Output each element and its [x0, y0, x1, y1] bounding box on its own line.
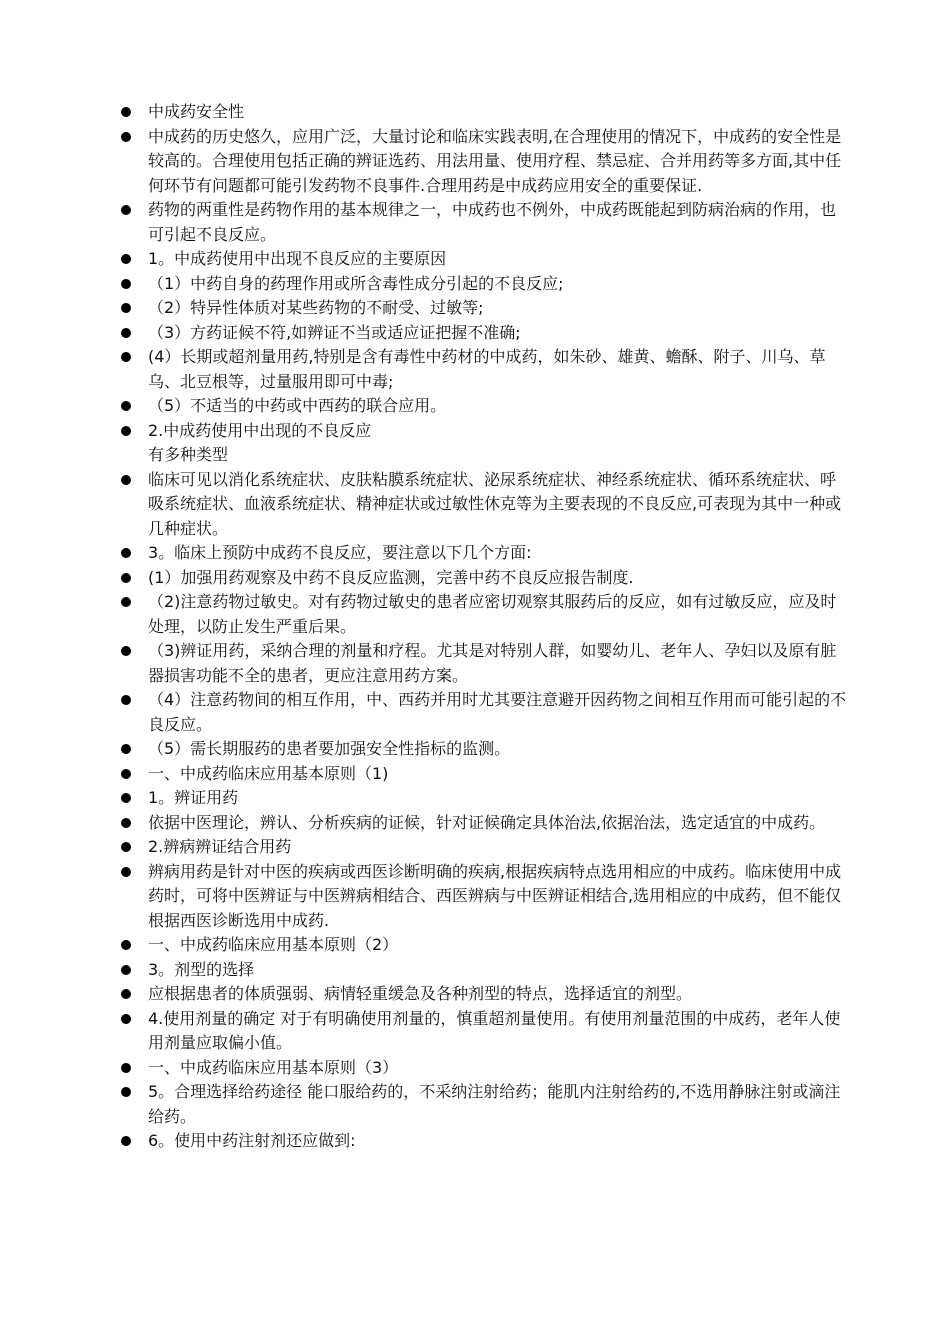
list-item — [118, 786, 848, 811]
list-item-text: （3)辨证用药，采纳合理的剂量和疗程。尤其是对特别人群，如婴幼儿、老年人、孕妇以及原有脏器损害功能不全的患者，更应注意用药方案。 — [148, 641, 837, 685]
list-item — [118, 321, 848, 346]
bullet-icon — [121, 205, 131, 215]
bullet-icon — [121, 842, 131, 852]
list-item-text: 一、中成药临床应用基本原则（2） — [148, 935, 399, 954]
list-item-text: 应根据患者的体质强弱、病情轻重缓急及各种剂型的特点，选择适宜的剂型。 — [148, 984, 693, 1003]
list-item — [118, 737, 848, 762]
bullet-icon — [121, 940, 131, 950]
bullet-icon — [121, 426, 131, 436]
list-item — [118, 811, 848, 836]
list-item — [118, 468, 848, 542]
list-item-text: 1。中成药使用中出现不良反应的主要原因 — [148, 249, 447, 268]
list-item — [118, 100, 848, 125]
list-item-text: 3。临床上预防中成药不良反应，要注意以下几个方面: — [148, 543, 532, 562]
bullet-icon — [121, 1087, 131, 1097]
list-item — [118, 1080, 848, 1129]
bullet-icon — [121, 965, 131, 975]
list-item-text: 4.使用剂量的确定 对于有明确使用剂量的，慎重超剂量使用。有使用剂量范围的中成药，老年人使用剂量应取偏小值。 — [148, 1008, 841, 1052]
list-item-continuation — [118, 443, 848, 468]
list-item-text: （1）中药自身的药理作用或所含毒性成分引起的不良反应; — [148, 273, 564, 293]
list-item-text: 6。使用中药注射剂还应做到: — [148, 1131, 356, 1150]
bullet-icon — [121, 818, 131, 828]
list-item — [118, 688, 848, 737]
list-item — [118, 982, 848, 1007]
bullet-icon — [121, 328, 131, 338]
list-item-text: 5。合理选择给药途径 能口服给药的，不采纳注射给药；能肌内注射给药的,不选用静脉注射或滴注给药。 — [148, 1082, 841, 1126]
list-item-text: 2.中成药使用中出现的不良反应 — [148, 420, 372, 440]
list-item — [118, 958, 848, 983]
list-item — [118, 933, 848, 958]
list-item — [118, 1007, 848, 1056]
list-item — [118, 541, 848, 566]
list-item — [118, 835, 848, 860]
bullet-icon — [121, 1136, 131, 1146]
list-item — [118, 345, 848, 394]
list-item-text: （5）需长期服药的患者要加强安全性指标的监测。 — [148, 739, 511, 758]
document-body — [118, 100, 848, 1154]
list-item — [118, 860, 848, 934]
bullet-icon — [121, 769, 131, 779]
bullet-icon — [121, 695, 131, 705]
list-item — [118, 296, 848, 321]
bullet-icon — [121, 352, 131, 362]
list-item — [118, 1129, 848, 1154]
list-item — [118, 566, 848, 591]
list-item-text: （2)注意药物过敏史。对有药物过敏史的患者应密切观察其服药后的反应，如有过敏反应，应及时处理，以防止发生严重后果。 — [148, 592, 837, 636]
bullet-icon — [121, 254, 131, 264]
bullet-icon — [121, 744, 131, 754]
list-item-text: 依据中医理论，辨认、分析疾病的证候，针对证候确定具体治法,依据治法，选定适宜的中成药。 — [148, 812, 826, 832]
list-item-text: 3。剂型的选择 — [148, 959, 255, 979]
bullet-icon — [121, 793, 131, 803]
bullet-icon — [121, 867, 131, 877]
list-item — [118, 590, 848, 639]
list-item — [118, 247, 848, 272]
list-item-text: （2）特异性体质对某些药物的不耐受、过敏等; — [148, 298, 484, 317]
list-item-text: （3）方药证候不符,如辨证不当或适应证把握不准确; — [148, 322, 521, 342]
list-item-text: （5）不适当的中药或中西药的联合应用。 — [148, 396, 447, 415]
bullet-icon — [121, 597, 131, 607]
list-item-text: 辨病用药是针对中医的疾病或西医诊断明确的疾病,根据疾病特点选用相应的中成药。临床使用中成药时，可将中医辨证与中医辨病相结合、西医辨病与中医辨证相结合,选用相应的中成药，但不能仅根据西医诊断选用中成药. — [148, 861, 842, 930]
list-item-text: 一、中成药临床应用基本原则（1) — [148, 763, 389, 783]
bullet-icon — [121, 548, 131, 558]
list-item — [118, 1056, 848, 1081]
list-item — [118, 198, 848, 247]
list-item-text: 一、中成药临床应用基本原则（3） — [148, 1057, 399, 1077]
bullet-icon — [121, 401, 131, 411]
list-item — [118, 394, 848, 419]
bullet-icon — [121, 1063, 131, 1073]
bullet-icon — [121, 303, 131, 313]
list-item-text: 2.辨病辨证结合用药 — [148, 837, 292, 856]
bullet-list — [118, 100, 848, 1154]
list-item-text: (1）加强用药观察及中药不良反应监测，完善中药不良反应报告制度. — [148, 567, 634, 587]
list-item-text: （4）注意药物间的相互作用，中、西药并用时尤其要注意避开因药物之间相互作用而可能引起的不良反应。 — [148, 690, 847, 734]
list-item-text: 中成药的历史悠久，应用广泛，大量讨论和临床实践表明,在合理使用的情况下，中成药的安全性是较高的。合理使用包括正确的辨证选药、用法用量、使用疗程、禁忌症、合并用药等多方面,其中任何环节有问题都可能引发药物不良事件.合理用药是中成药应用安全的重要保证. — [148, 126, 842, 195]
list-item — [118, 639, 848, 688]
bullet-icon — [121, 1014, 131, 1024]
bullet-icon — [121, 132, 131, 142]
list-item — [118, 419, 848, 444]
bullet-icon — [121, 107, 131, 117]
list-item — [118, 272, 848, 297]
bullet-icon — [121, 989, 131, 999]
bullet-icon — [121, 573, 131, 583]
list-item-text: 临床可见以消化系统症状、皮肤粘膜系统症状、泌尿系统症状、神经系统症状、循环系统症状、呼吸系统症状、血液系统症状、精神症状或过敏性休克等为主要表现的不良反应,可表现为其中一种或几种症状。 — [148, 469, 842, 538]
bullet-icon — [121, 646, 131, 656]
list-item-text: 有多种类型 — [148, 445, 229, 464]
list-item-text: 中成药安全性 — [148, 102, 245, 121]
bullet-icon — [121, 279, 131, 289]
bullet-icon — [121, 475, 131, 485]
list-item-text: (4）长期或超剂量用药,特别是含有毒性中药材的中成药，如朱砂、雄黄、蟾酥、附子、川乌、草乌、北豆根等，过量服用即可中毒; — [148, 347, 826, 391]
list-item — [118, 762, 848, 787]
list-item — [118, 125, 848, 199]
list-item-text: 药物的两重性是药物作用的基本规律之一，中成药也不例外，中成药既能起到防病治病的作用，也可引起不良反应。 — [148, 200, 837, 244]
list-item-text: 1。辨证用药 — [148, 788, 239, 807]
